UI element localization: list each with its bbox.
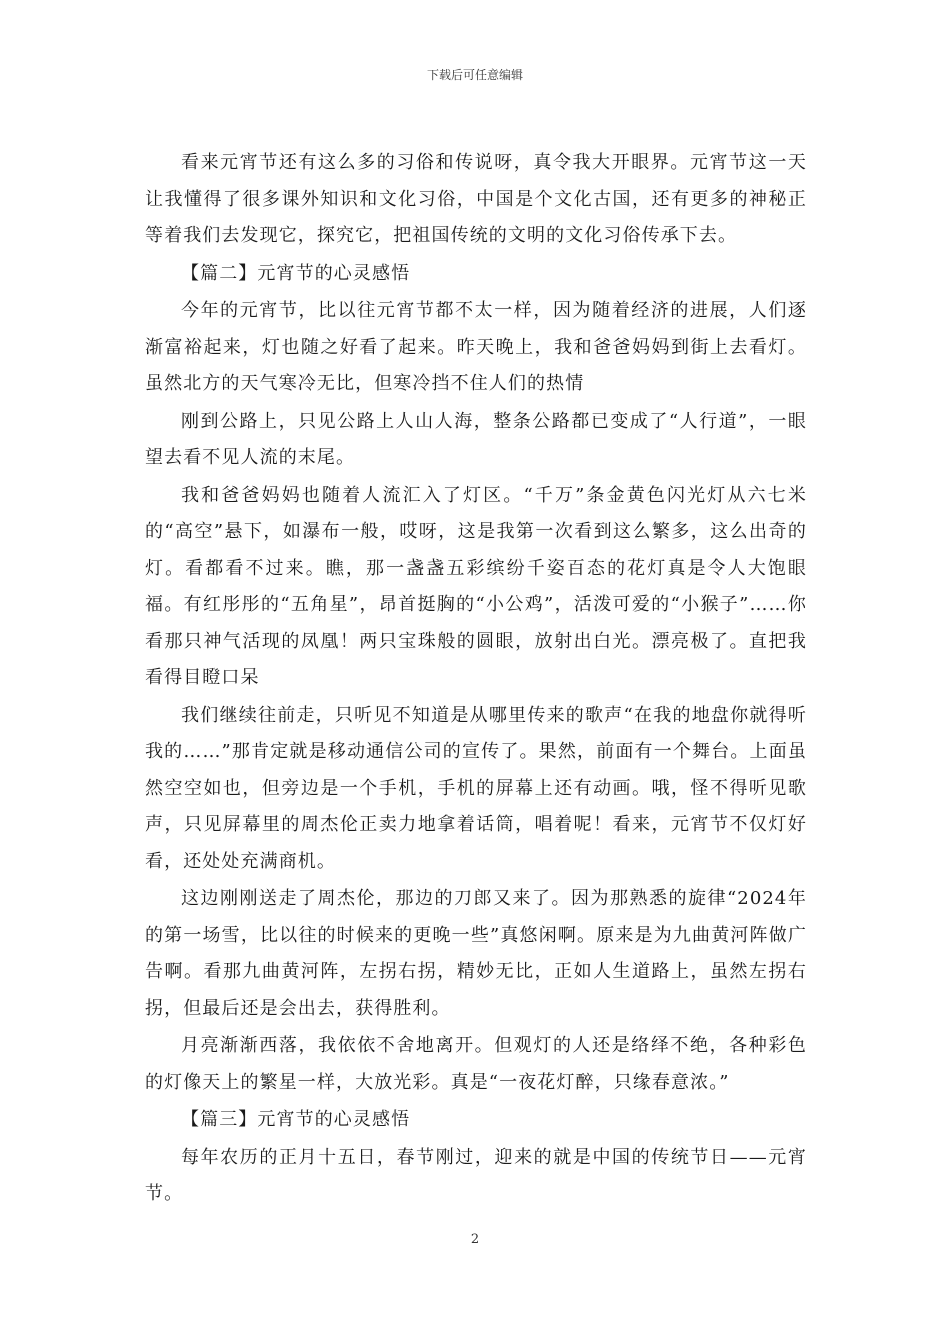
section-heading: 【篇二】元宵节的心灵感悟 (181, 262, 411, 284)
paragraph: 这边刚刚送走了周杰伦，那边的刀郎又来了。因为那熟悉的旋律“2024年的第一场雪，比以往的时候来的更晚一些”真悠闲啊。原来是为九曲黄河阵做广告啊。看那九曲黄河阵，左拐右拐，精妙无比，正如人生道路上，虽然左拐右拐，但最后还是会出去，获得胜利。 (145, 888, 807, 1019)
paragraph: 每年农历的正月十五日，春节刚过，迎来的就是中国的传统节日——元宵节。 (145, 1146, 807, 1204)
paragraph: 刚到公路上，只见公路上人山人海，整条公路都已变成了“人行道”，一眼望去看不见人流的末尾。 (145, 410, 807, 468)
document-body (145, 145, 807, 1214)
paragraph: 月亮渐渐西落，我依依不舍地离开。但观灯的人还是络绎不绝，各种彩色的灯像天上的繁星一样，大放光彩。真是“一夜花灯醉，只缘春意浓。” (145, 1035, 807, 1093)
paragraph: 我们继续往前走，只听见不知道是从哪里传来的歌声“在我的地盘你就得听我的……”那肯定就是移动通信公司的宣传了。果然，前面有一个舞台。上面虽然空空如也，但旁边是一个手机，手机的屏幕上还有动画。哦，怪不得听见歌声，只见屏幕里的周杰伦正卖力地拿着话筒，唱着呢！看来，元宵节不仅灯好看，还处处充满商机。 (145, 704, 807, 872)
section-heading: 【篇三】元宵节的心灵感悟 (181, 1109, 411, 1130)
paragraph: 看来元宵节还有这么多的习俗和传说呀，真令我大开眼界。元宵节这一天让我懂得了很多课外知识和文化习俗，中国是个文化古国，还有更多的神秘正等着我们去发现它，探究它，把祖国传统的文明的文化习俗传承下去。 (145, 152, 807, 246)
paragraph: 今年的元宵节，比以往元宵节都不太一样，因为随着经济的进展，人们逐渐富裕起来，灯也随之好看了起来。昨天晚上，我和爸爸妈妈到街上去看灯。虽然北方的天气寒冷无比，但寒冷挡不住人们的热情 (145, 300, 807, 394)
page-number: 2 (470, 1232, 480, 1247)
paragraph: 我和爸爸妈妈也随着人流汇入了灯区。“千万”条金黄色闪光灯从六七米的“高空”悬下，如瀑布一般，哎呀，这是我第一次看到这么繁多，这么出奇的灯。看都看不过来。瞧，那一盏盏五彩缤纷千姿百态的花灯真是令人大饱眼福。有红彤彤的“五角星”，昂首挺胸的“小公鸡”，活泼可爱的“小猴子”……你看那只神气活现的凤凰！两只宝珠般的圆眼，放射出白光。漂亮极了。直把我看得目瞪口呆 (145, 484, 807, 688)
page-header: 下载后可任意编辑 (426, 68, 523, 82)
